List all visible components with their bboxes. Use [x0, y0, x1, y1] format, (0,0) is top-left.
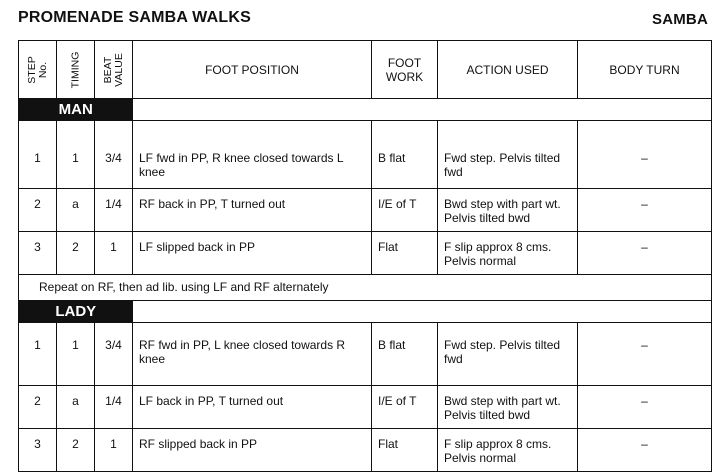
beat-cell: 1/4: [95, 189, 133, 232]
man-section-label-row: [19, 99, 712, 121]
body-turn-cell: –: [578, 189, 712, 232]
body-turn-cell: –: [578, 429, 712, 472]
foot-position-cell: RF slipped back in PP: [133, 429, 372, 472]
step-cell: 2: [19, 189, 57, 232]
foot-work-cell: Flat: [372, 429, 438, 472]
repeat-note: Repeat on RF, then ad lib. using LF and RF alternately: [19, 275, 712, 301]
header-beat: [95, 41, 133, 99]
step-cell: 3: [19, 232, 57, 275]
table-row: [19, 429, 712, 472]
body-turn-cell: –: [578, 121, 712, 189]
header-row: [19, 41, 712, 99]
header-step: [19, 41, 57, 99]
header-foot-position: FOOT POSITION: [133, 41, 372, 99]
steps-table: [18, 40, 712, 472]
foot-work-cell: B flat: [372, 323, 438, 386]
foot-position-cell: RF back in PP, T turned out: [133, 189, 372, 232]
step-cell: 3: [19, 429, 57, 472]
body-turn-cell: –: [578, 323, 712, 386]
foot-work-cell: Flat: [372, 232, 438, 275]
timing-cell: 1: [57, 323, 95, 386]
action-cell: F slip approx 8 cms. Pelvis normal: [438, 232, 578, 275]
section-spacer: [133, 99, 712, 121]
beat-cell: 1/4: [95, 386, 133, 429]
header-body-turn: BODY TURN: [578, 41, 712, 99]
table-row: [19, 232, 712, 275]
beat-cell: 1: [95, 232, 133, 275]
dance-name: SAMBA: [652, 11, 708, 28]
body-turn-cell: –: [578, 232, 712, 275]
action-cell: F slip approx 8 cms. Pelvis normal: [438, 429, 578, 472]
action-cell: Bwd step with part wt. Pelvis tilted bwd: [438, 189, 578, 232]
lady-section-label-row: [19, 301, 712, 323]
header-beat-text: BEAT VALUE: [101, 52, 125, 87]
foot-work-cell: B flat: [372, 121, 438, 189]
header-action-used: ACTION USED: [438, 41, 578, 99]
foot-position-cell: LF fwd in PP, R knee closed towards L knee: [133, 121, 372, 189]
timing-cell: a: [57, 189, 95, 232]
foot-work-cell: I/E of T: [372, 386, 438, 429]
timing-cell: 2: [57, 429, 95, 472]
lady-label: LADY: [19, 301, 133, 323]
table-row: [19, 323, 712, 386]
foot-position-cell: LF slipped back in PP: [133, 232, 372, 275]
table-row: [19, 386, 712, 429]
beat-cell: 3/4: [95, 323, 133, 386]
header-timing: [57, 41, 95, 99]
foot-position-cell: LF back in PP, T turned out: [133, 386, 372, 429]
header-timing-text: TIMING: [69, 51, 81, 88]
section-spacer: [133, 301, 712, 323]
step-cell: 1: [19, 121, 57, 189]
action-cell: Fwd step. Pelvis tilted fwd: [438, 121, 578, 189]
beat-cell: 3/4: [95, 121, 133, 189]
timing-cell: 2: [57, 232, 95, 275]
foot-work-cell: I/E of T: [372, 189, 438, 232]
timing-cell: 1: [57, 121, 95, 189]
header-step-text: STEP No.: [25, 55, 49, 84]
table-row: [19, 189, 712, 232]
step-cell: 1: [19, 323, 57, 386]
lady-rows: [19, 323, 712, 472]
header-foot-work: FOOT WORK: [372, 41, 438, 99]
action-cell: Bwd step with part wt. Pelvis tilted bwd: [438, 386, 578, 429]
action-cell: Fwd step. Pelvis tilted fwd: [438, 323, 578, 386]
body-turn-cell: –: [578, 386, 712, 429]
man-rows: [19, 121, 712, 275]
timing-cell: a: [57, 386, 95, 429]
table-row: [19, 121, 712, 189]
note-row: [19, 275, 712, 301]
man-label: MAN: [19, 99, 133, 121]
step-cell: 2: [19, 386, 57, 429]
beat-cell: 1: [95, 429, 133, 472]
page-title: PROMENADE SAMBA WALKS: [18, 9, 251, 26]
foot-position-cell: RF fwd in PP, L knee closed towards R knee: [133, 323, 372, 386]
